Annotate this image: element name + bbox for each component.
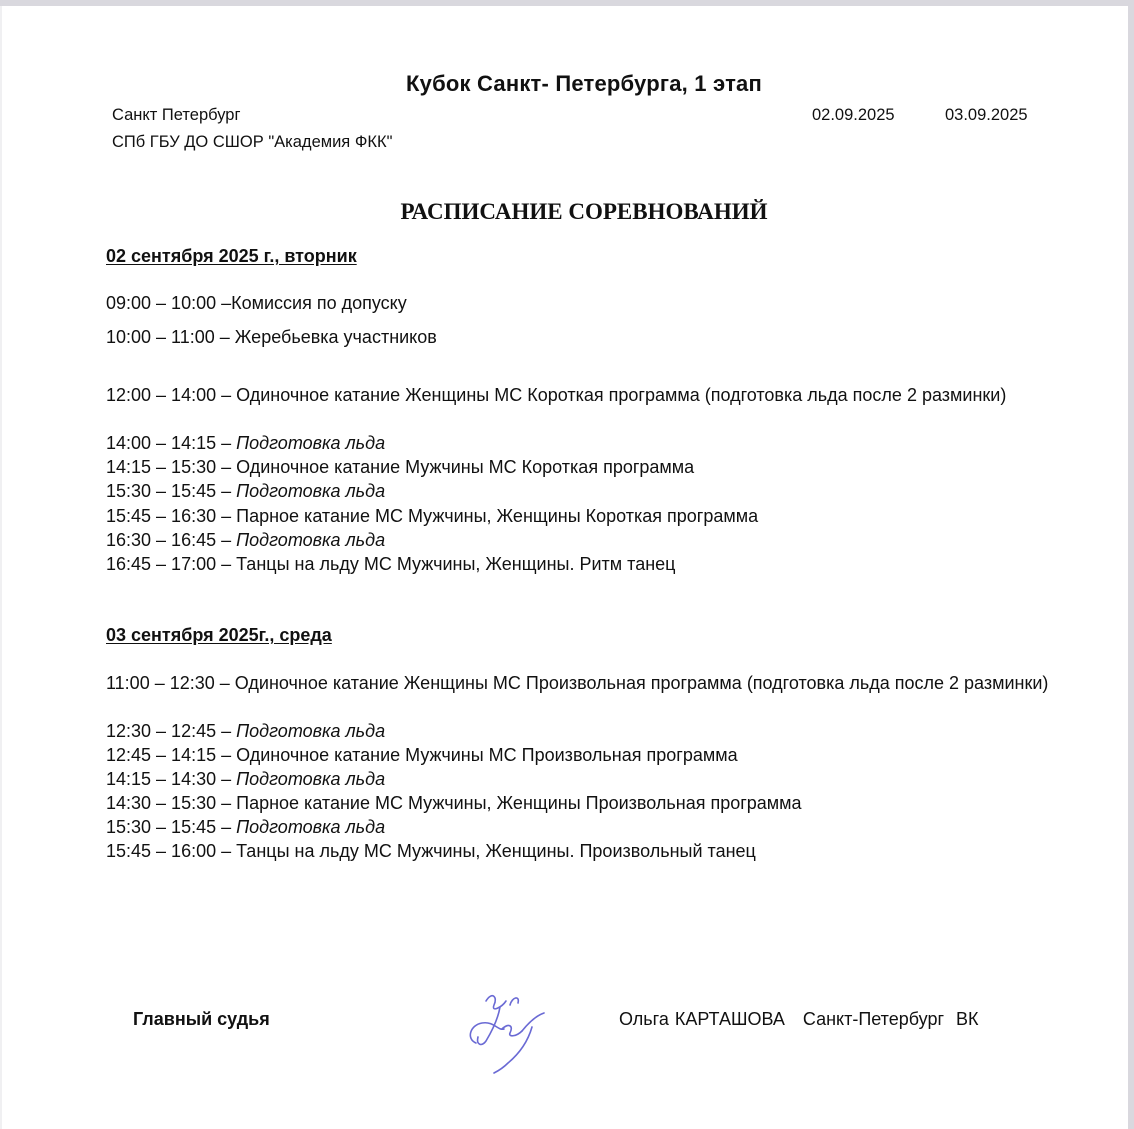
row-time: 15:30 – 15:45 – — [106, 817, 237, 837]
row-time: 14:15 – 15:30 – — [106, 457, 237, 477]
row-activity: Одиночное катание Женщины МС Произвольная программа (подготовка льда после 2 разминки) — [234, 673, 1049, 693]
row-time: 16:30 – 16:45 – — [106, 530, 237, 550]
day-2-title: 03 сентября 2025г., среда — [106, 625, 332, 645]
row-activity: Парное катание МС Мужчины, Женщины Короткая программа — [236, 506, 759, 526]
row-activity: Танцы на льду МС Мужчины, Женщины. Ритм танец — [236, 554, 676, 574]
row-activity: Комиссия по допуску — [231, 293, 407, 313]
schedule-row — [106, 455, 1066, 479]
row-time: 12:00 – 14:00 – — [106, 385, 237, 405]
chief-judge-name: Ольга КАРТАШОВА Санкт-Петербург ВК — [619, 1009, 979, 1029]
schedule-row — [106, 839, 1066, 863]
row-time: 11:00 – 12:30 – — [106, 673, 235, 693]
row-time: 14:30 – 15:30 – — [106, 793, 237, 813]
row-time: 12:30 – 12:45 – — [106, 721, 237, 741]
row-activity: Подготовка льда — [236, 433, 386, 453]
day-1-title: 02 сентября 2025 г., вторник — [106, 246, 357, 266]
row-time: 16:45 – 17:00 – — [106, 554, 237, 574]
row-time: 12:45 – 14:15 – — [106, 745, 237, 765]
event-organization: СПб ГБУ ДО СШОР "Академия ФКК" — [112, 133, 393, 151]
schedule-row — [106, 504, 1066, 528]
row-activity: Одиночное катание Женщины МС Короткая программа (подготовка льда после 2 разминки) — [236, 385, 1007, 405]
row-time: 14:15 – 14:30 – — [106, 769, 237, 789]
event-city: Санкт Петербург — [112, 106, 241, 124]
schedule-row — [106, 815, 1066, 839]
page-right-edge — [1128, 0, 1134, 1129]
schedule-row — [106, 479, 1066, 503]
schedule-row — [106, 767, 1066, 791]
signature-image — [458, 985, 568, 1077]
row-activity: Парное катание МС Мужчины, Женщины Произвольная программа — [236, 793, 802, 813]
row-activity: Подготовка льда — [236, 769, 386, 789]
event-date-start: 02.09.2025 — [812, 106, 895, 124]
schedule-row — [106, 719, 1066, 743]
row-activity: Подготовка льда — [236, 817, 386, 837]
row-time: 10:00 – 11:00 – — [106, 327, 235, 347]
schedule-row — [106, 552, 1066, 576]
row-time: 09:00 – 10:00 – — [106, 293, 232, 313]
row-activity: Жеребьевка участников — [234, 327, 437, 347]
row-time: 14:00 – 14:15 – — [106, 433, 237, 453]
schedule-row — [106, 671, 1066, 695]
row-activity: Подготовка льда — [236, 530, 386, 550]
schedule-row — [106, 383, 1066, 407]
row-activity: Подготовка льда — [236, 721, 386, 741]
row-time: 15:30 – 15:45 – — [106, 481, 237, 501]
row-time: 15:45 – 16:00 – — [106, 841, 237, 861]
schedule-row — [106, 431, 1066, 455]
schedule-row — [106, 291, 1066, 315]
schedule-row — [106, 791, 1066, 815]
event-date-end: 03.09.2025 — [945, 106, 1028, 124]
chief-judge-label: Главный судья — [133, 1009, 270, 1029]
row-activity: Одиночное катание Мужчины МС Короткая программа — [236, 457, 695, 477]
document-title: Кубок Санкт- Петербурга, 1 этап — [406, 71, 762, 96]
row-activity: Подготовка льда — [236, 481, 386, 501]
schedule-row — [106, 528, 1066, 552]
schedule-row — [106, 743, 1066, 767]
row-activity: Одиночное катание Мужчины МС Произвольная программа — [236, 745, 738, 765]
schedule-row — [106, 325, 1066, 349]
schedule-heading: РАСПИСАНИЕ СОРЕВНОВАНИЙ — [400, 199, 768, 224]
row-activity: Танцы на льду МС Мужчины, Женщины. Произвольный танец — [236, 841, 756, 861]
row-time: 15:45 – 16:30 – — [106, 506, 237, 526]
